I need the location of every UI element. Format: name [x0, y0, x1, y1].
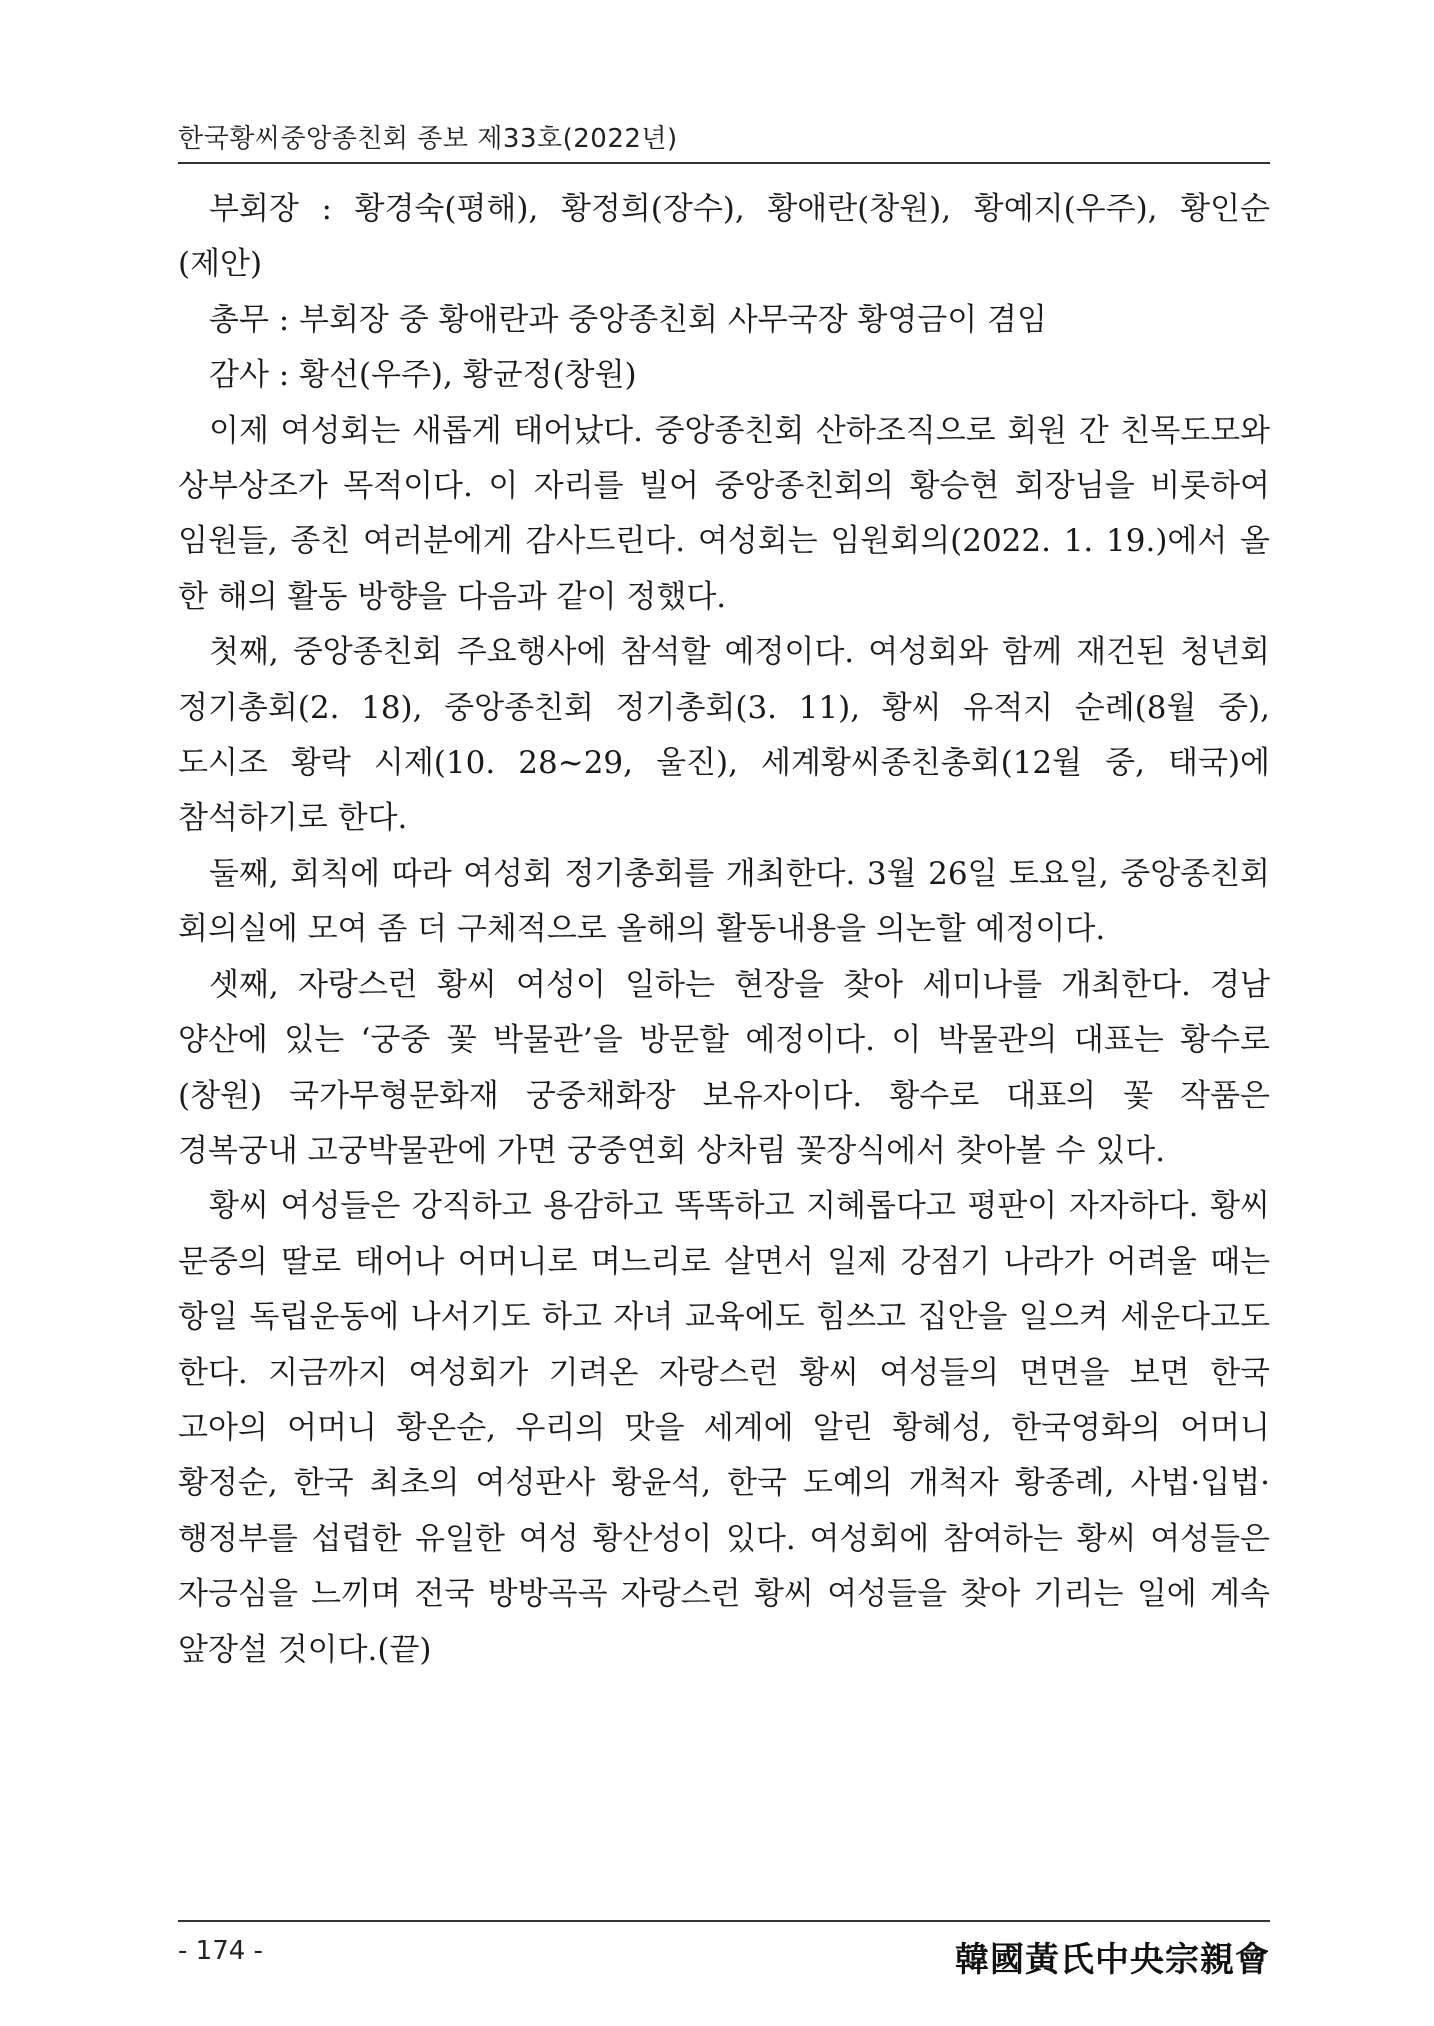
paragraph-vice-presidents: 부회장 : 황경숙(평해), 황정희(장수), 황애란(창원), 황예지(우주), 황인순(제안) — [178, 191, 1270, 283]
paragraph-conclusion: 황씨 여성들은 강직하고 용감하고 똑똑하고 지혜롭다고 평판이 자자하다. 황씨 문중의 딸로 태어나 어머니로 며느리로 살면서 일제 강점기 나라가 어려울 때는 항일 독립운동에 나서기도 하고 자녀 교육에도 힘쓰고 집안을 일으켜 세운다고도 한다. 지금까지 여성회가 기려온 자랑스런 황씨 여성들의 면면을 보면 한국 고아의 어머니 황온순, 우리의 맛을 세계에 알린 황혜성, 한국영화의 어머니 황정순, 한국 최초의 여성판사 황윤석, 한국 도예의 개척자 황종례, 사법·입법·행정부를 섭렵한 유일한 여성 황산성이 있다. 여성회에 참여하는 황씨 여성들은 자긍심을 느끼며 전국 방방곡곡 자랑스런 황씨 여성들을 찾아 기리는 일에 계속 앞장설 것이다.(끝) — [178, 1188, 1270, 1668]
page-number: - 174 - — [178, 1936, 263, 1966]
page-footer — [178, 1920, 1270, 1980]
paragraph-general-affairs: 총무 : 부회장 중 황애란과 중앙종친회 사무국장 황영금이 겸임 — [209, 301, 1047, 338]
paragraph-introduction: 이제 여성회는 새롭게 태어났다. 중앙종친회 산하조직으로 회원 간 친목도모와 상부상조가 목적이다. 이 자리를 빌어 중앙종친회의 황승현 회장님을 비롯하여 임원들, 종친 여러분에게 감사드린다. 여성회는 임원회의(2022. 1. 19.)에서 올 한 해의 활동 방향을 다음과 같이 정했다. — [178, 412, 1270, 615]
publication-title: 한국황씨중앙종친회 종보 제33호(2022년) — [178, 124, 678, 154]
paragraph-third-plan: 셋째, 자랑스런 황씨 여성이 일하는 현장을 찾아 세미나를 개최한다. 경남 양산에 있는 ‘궁중 꽃 박물관’을 방문할 예정이다. 이 박물관의 대표는 황수로(창원) 국가무형문화재 궁중채화장 보유자이다. 황수로 대표의 꽃 작품은 경복궁내 고궁박물관에 가면 궁중연회 상차림 꽃장식에서 찾아볼 수 있다. — [178, 966, 1270, 1169]
page-header — [178, 112, 1270, 164]
paragraph-auditors: 감사 : 황선(우주), 황균정(창원) — [209, 357, 637, 394]
organization-logo: 韓國黃氏中央宗親會 — [955, 1940, 1270, 1980]
paragraph-second-plan: 둘째, 회칙에 따라 여성회 정기총회를 개최한다. 3월 26일 토요일, 중앙종친회 회의실에 모여 좀 더 구체적으로 올해의 활동내용을 의논할 예정이다. — [178, 855, 1270, 948]
paragraph-first-plan: 첫째, 중앙종친회 주요행사에 참석할 예정이다. 여성회와 함께 재건된 청년회 정기총회(2. 18), 중앙종친회 정기총회(3. 11), 황씨 유적지 순례(8월 중), 도시조 황락 시제(10. 28~29, 울진), 세계황씨종친총회(12월 중, 태국)에 참석하기로 한다. — [178, 634, 1270, 837]
article-body — [178, 182, 1270, 1678]
